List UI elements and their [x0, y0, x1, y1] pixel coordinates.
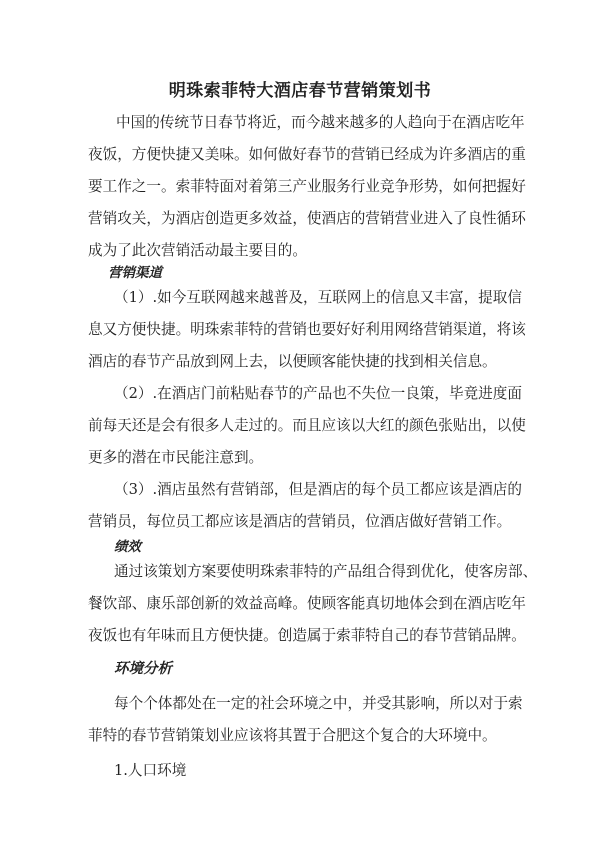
performance-line: 夜饭也有年味而且方便快捷。创造属于索菲特自己的春节营销品牌。	[88, 627, 526, 644]
channel-1-line: 息又方便快捷。明珠索菲特的营销也要好好利用网络营销渠道，将该	[88, 321, 526, 338]
intro-line: 要工作之一。索菲特面对着第三产业服务行业竞争形势，如何把握好	[88, 178, 526, 195]
document-title: 明珠索菲特大酒店春节营销策划书	[168, 81, 432, 101]
population-heading: 1.人口环境	[114, 762, 187, 779]
performance-line: 通过该策划方案要使明珠索菲特的产品组合得到优化，使客房部、	[114, 563, 538, 580]
channel-3-line: 营销员，每位员工都应该是酒店的营销员，位酒店做好营销工作。	[88, 513, 512, 530]
environment-line: 每个个体都处在一定的社会环境之中，并受其影响，所以对于索	[114, 695, 523, 712]
channels-heading: 营销渠道	[108, 265, 162, 281]
intro-line: 营销攻关，为酒店创造更多效益，使酒店的营销营业进入了良性循环	[88, 210, 526, 227]
intro-line: 成为了此次营销活动最主要目的。	[88, 242, 307, 259]
performance-line: 餐饮部、康乐部创新的效益高峰。使顾客能真切地体会到在酒店吃年	[88, 595, 526, 612]
channel-2-line: 更多的潜在市民能注意到。	[88, 449, 264, 466]
channel-2-line: （2）.在酒店门前粘贴春节的产品也不失位一良策，毕竟进度面	[114, 385, 522, 402]
channel-2-line: 前每天还是会有很多人走过的。而且应该以大红的颜色张贴出，以使	[88, 417, 526, 434]
intro-line: 夜饭，方便快捷又美味。如何做好春节的营销已经成为许多酒店的重	[88, 146, 526, 163]
channel-1-line: 酒店的春节产品放到网上去，以便顾客能快捷的找到相关信息。	[88, 353, 497, 370]
environment-heading: 环境分析	[114, 660, 172, 677]
channel-1-line: （1）.如今互联网越来越普及，互联网上的信息又丰富，提取信	[114, 289, 522, 306]
performance-heading: 绩效	[114, 539, 141, 555]
channel-3-line: （3）.酒店虽然有营销部，但是酒店的每个员工都应该是酒店的	[114, 481, 522, 498]
environment-line: 菲特的春节营销策划业应该将其置于合肥这个复合的大环境中。	[88, 727, 497, 744]
intro-line: 中国的传统节日春节将近，而今越来越多的人趋向于在酒店吃年	[116, 114, 525, 131]
